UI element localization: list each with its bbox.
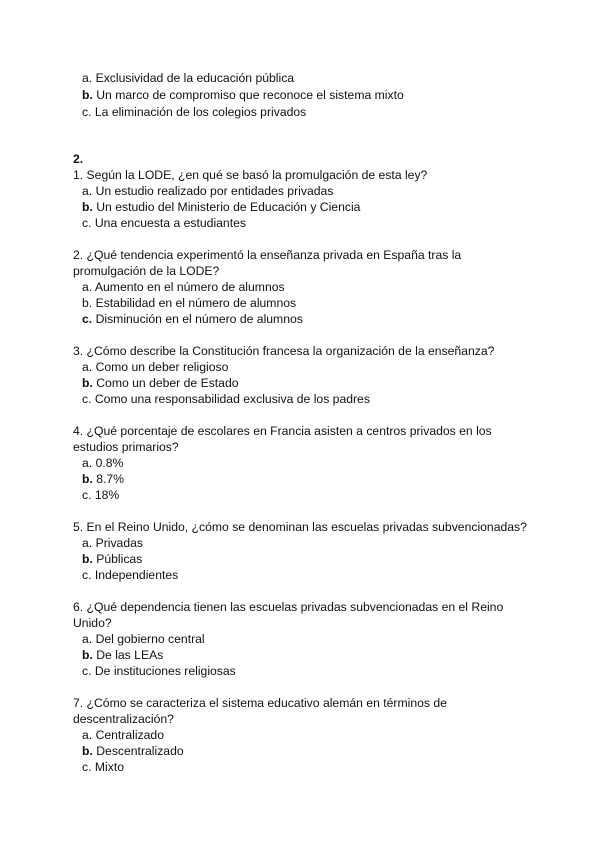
q5-option-c xyxy=(82,567,178,583)
q5-option-b xyxy=(82,551,142,567)
option-text: Del gobierno central xyxy=(95,632,205,646)
question-6: 6. ¿Qué dependencia tienen las escuelas privadas subvencionadas en el Reino Unido? xyxy=(73,600,504,631)
option-text: Como un deber de Estado xyxy=(96,376,239,390)
option-text: Aumento en el número de alumnos xyxy=(94,280,285,294)
question-5: 5. En el Reino Unido, ¿cómo se denominan las escuelas privadas subvencionadas? xyxy=(73,520,527,534)
option-text: Centralizado xyxy=(95,728,164,742)
q7-option-a xyxy=(82,727,164,743)
option-letter: c. xyxy=(82,488,92,502)
option-text: 0.8% xyxy=(95,456,124,470)
option-letter: b. xyxy=(82,200,93,214)
option-letter: a. xyxy=(82,280,93,294)
top-option-b xyxy=(82,87,404,103)
option-letter: a. xyxy=(82,456,93,470)
option-text: Como un deber religioso xyxy=(95,360,229,374)
q4-option-b xyxy=(82,471,124,487)
option-text: 18% xyxy=(94,488,120,502)
q1-option-a xyxy=(82,183,333,199)
question-2: 2. ¿Qué tendencia experimentó la enseñanza privada en España tras la promulgación de la LODE? xyxy=(73,248,462,279)
q4-option-a xyxy=(82,455,123,471)
option-letter: c. xyxy=(82,105,92,119)
option-letter: c. xyxy=(82,392,92,406)
option-text: Un marco de compromiso que reconoce el sistema mixto xyxy=(96,88,404,102)
q1-option-b xyxy=(82,199,360,215)
q6-option-a xyxy=(82,631,205,647)
option-letter: c. xyxy=(82,568,92,582)
option-letter: b. xyxy=(82,472,93,486)
option-letter: c. xyxy=(82,312,93,326)
q1-option-c xyxy=(82,215,246,231)
option-letter: b. xyxy=(82,296,93,310)
option-text: De instituciones religiosas xyxy=(94,664,236,678)
q6-option-c xyxy=(82,663,236,679)
q3-option-a xyxy=(82,359,228,375)
q4-option-c xyxy=(82,487,119,503)
option-letter: a. xyxy=(82,184,93,198)
option-text: Un estudio realizado por entidades privadas xyxy=(95,184,334,198)
option-letter: a. xyxy=(82,360,93,374)
option-text: Una encuesta a estudiantes xyxy=(94,216,246,230)
q6-option-b xyxy=(82,647,163,663)
q2-option-b xyxy=(82,295,296,311)
top-option-c xyxy=(82,104,306,120)
option-letter: a. xyxy=(82,71,93,85)
option-letter: b. xyxy=(82,744,93,758)
option-text: Independientes xyxy=(94,568,179,582)
option-letter: a. xyxy=(82,536,93,550)
question-3: 3. ¿Cómo describe la Constitución francesa la organización de la enseñanza? xyxy=(73,344,495,358)
option-letter: a. xyxy=(82,728,93,742)
q5-option-a xyxy=(82,535,143,551)
option-text: Disminución en el número de alumnos xyxy=(95,312,303,326)
option-text: Como una responsabilidad exclusiva de los padres xyxy=(94,392,370,406)
option-letter: c. xyxy=(82,760,92,774)
option-text: Estabilidad en el número de alumnos xyxy=(95,296,297,310)
question-7: 7. ¿Cómo se caracteriza el sistema educativo alemán en términos de descentralización? xyxy=(73,696,447,727)
option-text: Mixto xyxy=(94,760,124,774)
option-text: Públicas xyxy=(96,552,143,566)
option-text: Privadas xyxy=(95,536,143,550)
option-text: Descentralizado xyxy=(96,744,184,758)
question-1: 1. Según la LODE, ¿en qué se basó la promulgación de esta ley? xyxy=(73,168,428,182)
option-text: Exclusividad de la educación pública xyxy=(95,71,295,85)
q7-option-b xyxy=(82,743,184,759)
q2-option-c xyxy=(82,311,303,327)
question-4: 4. ¿Qué porcentaje de escolares en Francia asisten a centros privados en los estudios primarios? xyxy=(73,424,492,455)
option-letter: b. xyxy=(82,88,93,102)
q3-option-c xyxy=(82,391,370,407)
option-letter: c. xyxy=(82,216,92,230)
q2-option-a xyxy=(82,279,285,295)
section-label: 2. xyxy=(73,152,84,166)
option-text: La eliminación de los colegios privados xyxy=(94,105,307,119)
option-letter: c. xyxy=(82,664,92,678)
option-letter: a. xyxy=(82,632,93,646)
option-letter: b. xyxy=(82,376,93,390)
option-text: 8.7% xyxy=(96,472,125,486)
top-option-a xyxy=(82,70,294,86)
q3-option-b xyxy=(82,375,239,391)
q7-option-c xyxy=(82,759,124,775)
option-text: Un estudio del Ministerio de Educación y Ciencia xyxy=(96,200,361,214)
option-letter: b. xyxy=(82,648,93,662)
option-letter: b. xyxy=(82,552,93,566)
option-text: De las LEAs xyxy=(96,648,164,662)
